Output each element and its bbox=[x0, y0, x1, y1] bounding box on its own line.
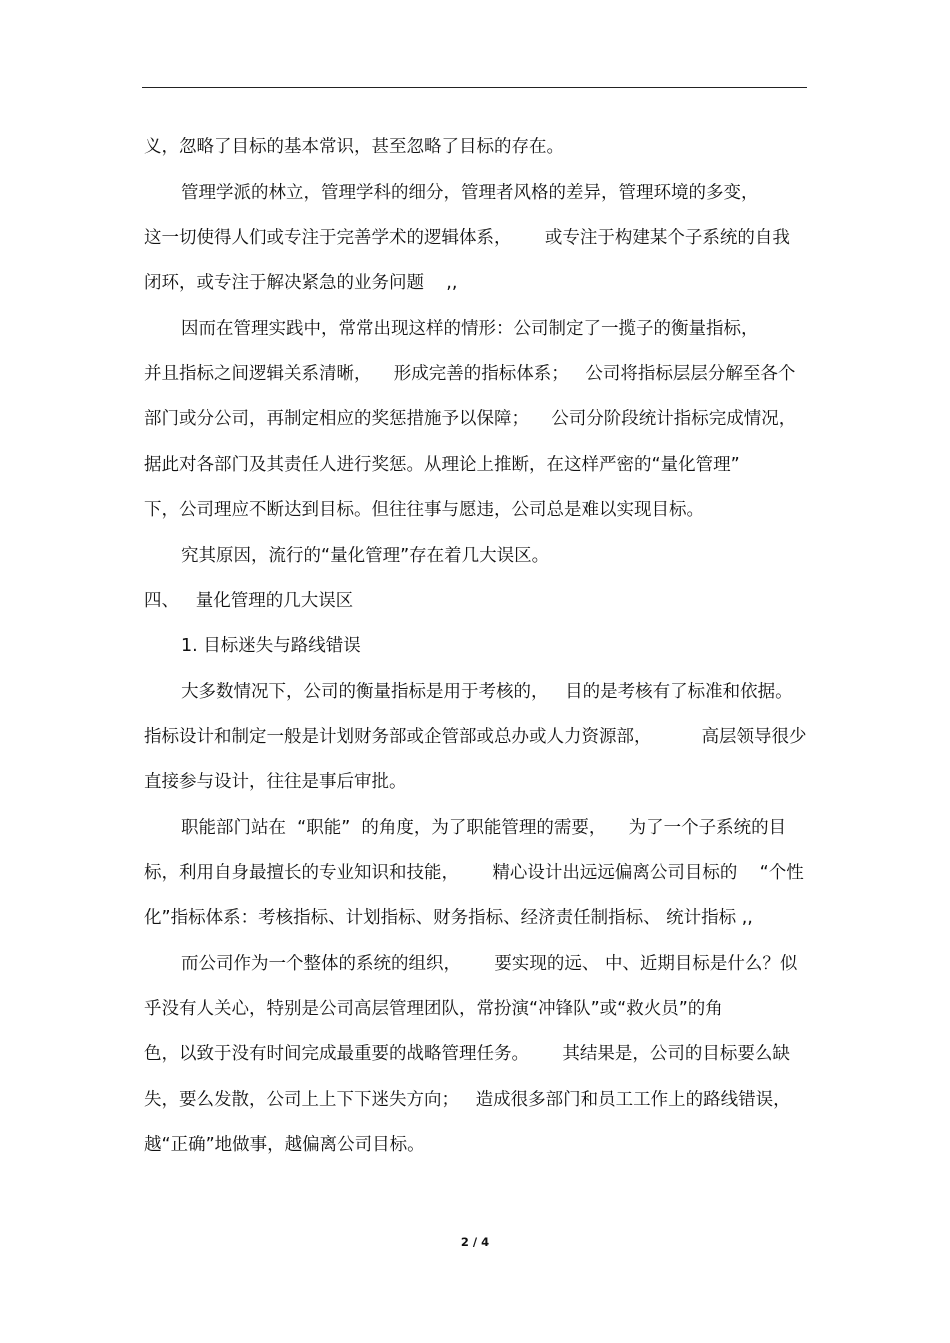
text-line-10: 究其原因，流行的“量化管理”存在着几大误区。 bbox=[181, 546, 550, 566]
text-line-23: 越“正确”地做事，越偏离公司目标。 bbox=[144, 1135, 425, 1155]
text-line-19: 而公司作为一个整体的系统的组织， 要实现的远、 中、近期目标是什么？似 bbox=[181, 954, 798, 974]
text-line-22: 失，要么发散，公司上上下下迷失方向； 造成很多部门和员工工作上的路线错误， bbox=[144, 1090, 791, 1110]
section-heading: 四、 量化管理的几大误区 bbox=[144, 591, 354, 611]
text-line-2: 管理学派的林立，管理学科的细分，管理者风格的差异，管理环境的多变， bbox=[181, 183, 759, 203]
text-line-18: 化”指标体系：考核指标、计划指标、财务指标、经济责任制指标、 统计指标 ,, bbox=[144, 908, 753, 928]
text-line-8: 据此对各部门及其责任人进行奖惩。从理论上推断，在这样严密的“量化管理” bbox=[144, 455, 740, 475]
text-line-14: 指标设计和制定一般是计划财务部或企管部或总办或人力资源部， 高层领导很少 bbox=[144, 727, 807, 747]
text-line-13: 大多数情况下，公司的衡量指标是用于考核的， 目的是考核有了标准和依据。 bbox=[181, 682, 793, 702]
text-line-20: 乎没有人关心，特别是公司高层管理团队，常扮演“冲锋队”或“救火员”的角 bbox=[144, 999, 723, 1019]
text-line-4: 闭环，或专注于解决紧急的业务问题 ,, bbox=[144, 273, 458, 293]
text-line-1: 义，忽略了目标的基本常识，甚至忽略了目标的存在。 bbox=[144, 137, 564, 157]
text-line-7: 部门或分公司，再制定相应的奖惩措施予以保障； 公司分阶段统计指标完成情况， bbox=[144, 409, 797, 429]
page-number: 2 / 4 bbox=[460, 1235, 490, 1249]
text-line-17: 标，利用自身最擅长的专业知识和技能， 精心设计出远远偏离公司目标的 “个性 bbox=[144, 863, 804, 883]
text-line-6: 并且指标之间逻辑关系清晰， 形成完善的指标体系； 公司将指标层层分解至各个 bbox=[144, 364, 796, 384]
text-line-21: 色，以致于没有时间完成最重要的战略管理任务。 其结果是，公司的目标要么缺 bbox=[144, 1044, 790, 1064]
text-line-16: 职能部门站在 “职能” 的角度，为了职能管理的需要， 为了一个子系统的目 bbox=[181, 818, 787, 838]
text-line-3: 这一切使得人们或专注于完善学术的逻辑体系， 或专注于构建某个子系统的自我 bbox=[144, 228, 790, 248]
header-rule bbox=[142, 87, 807, 88]
subsection-heading: 1. 目标迷失与路线错误 bbox=[181, 636, 361, 656]
text-line-15: 直接参与设计，往往是事后审批。 bbox=[144, 772, 407, 792]
text-line-9: 下，公司理应不断达到目标。但往往事与愿违，公司总是难以实现目标。 bbox=[144, 500, 704, 520]
text-line-5: 因而在管理实践中，常常出现这样的情形：公司制定了一揽子的衡量指标， bbox=[181, 319, 759, 339]
